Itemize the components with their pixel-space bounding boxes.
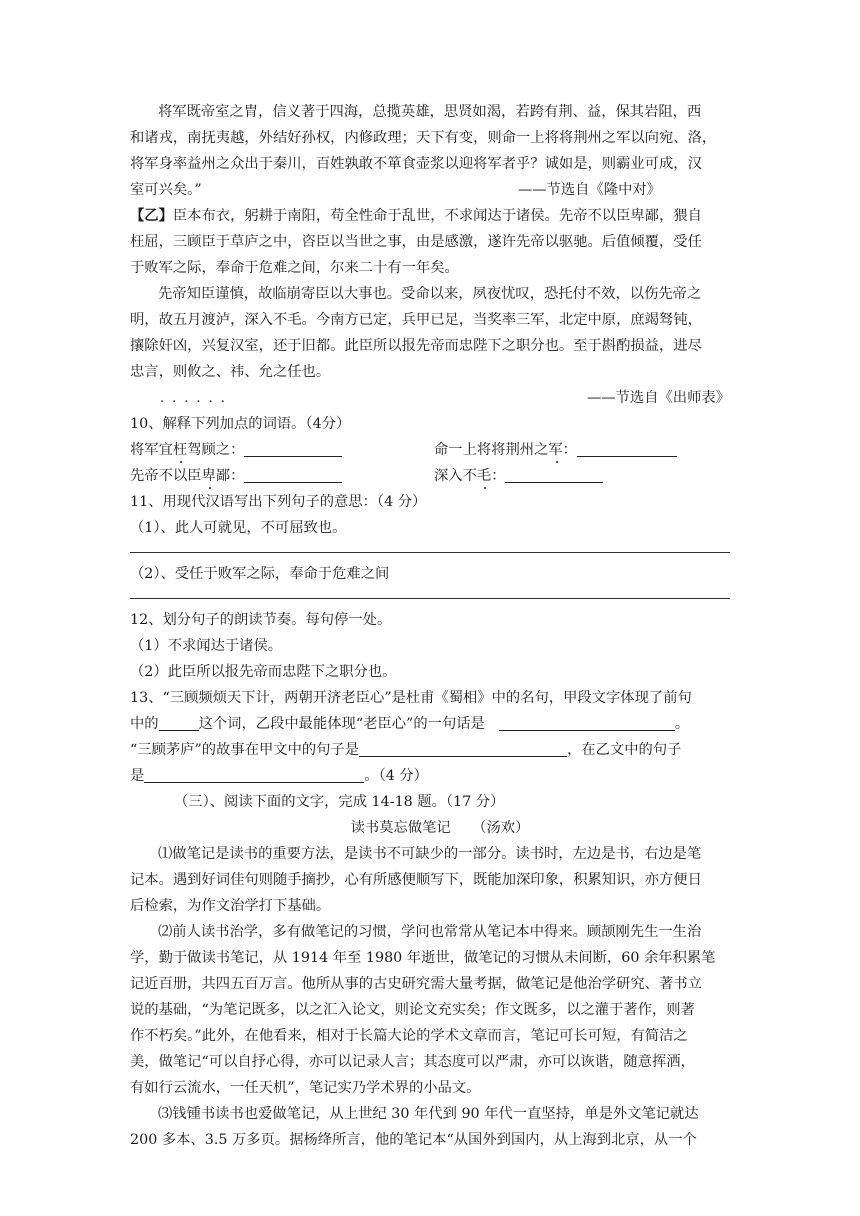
answer-blank[interactable] [577,439,677,457]
question-12-item-1: （1）不求闻达于诸侯。 [130,638,283,654]
answer-blank[interactable] [244,439,342,457]
answer-blank[interactable] [499,713,675,731]
question-10-row [130,437,730,463]
passage-b-line: 于败军之际，奉命于危难之间，尔来二十有一年矣。 [130,260,459,276]
article-line: 200 多本、3.5 万多页。据杨绛所言，他的笔记本“从国外到国内，从上海到北京，从一个 [130,1132,697,1148]
q10-c-text: 先帝不以臣卑鄙： [130,468,245,484]
passage-a-line: 室可兴矣。” [130,182,202,198]
article-line: 记本。遇到好词佳句则随手摘抄，心有所感便顺写下，既能加深印象，积累知识，亦方便日 [130,872,702,888]
article-line: ⑶钱锺书读书也爱做笔记，从上世纪 30 年代到 90 年代一直坚持，单是外文笔记就达 [158,1106,699,1122]
passage-b-line: 枉屈，三顾臣于草庐之中，咨臣以当世之事，由是感激，遂许先帝以驱驰。后值倾覆，受任 [130,234,702,250]
passage-b-source-line [130,385,730,411]
dotted-char: 枉 [172,442,188,458]
question-10-row [130,463,730,489]
passage-b-line: 攘除奸凶，兴复汉室，还于旧都。此臣所以报先帝而忠陛下之职分也。至于斟酌损益，进尽 [130,338,702,354]
article-line: 学，勤于做读书笔记，从 1914 年至 1980 年逝世，做笔记的习惯从未间断，60 余年积累笔 [130,950,716,966]
passage-b-text: 臣本布衣，躬耕于南阳，苟全性命于乱世，不求闻达于诸侯。先帝不以臣卑鄙，猥自 [172,208,702,224]
question-10-stem: 10、解释下列加点的词语。（4分） [130,416,351,432]
passage-b-line: 先帝知臣谨慎，故临崩寄臣以大事也。受命以来，夙夜忧叹，恐托付不效，以伤先帝之 [158,286,702,302]
answer-blank[interactable] [159,713,199,731]
answer-line[interactable] [130,598,730,599]
article-line: ⑴做笔记是读书的重要方法，是读书不可缺少的一部分。读书时，左边是书，右边是笔 [158,846,702,862]
question-13-line: 13、“三顾频烦天下计，两朝开济老臣心”是杜甫《蜀相》中的名句，甲段文字体现了前句 [130,690,692,706]
question-11-item-1: （1）、此人可就见，不可屈致也。 [130,520,347,536]
question-11-item-2: （2）、受任于败军之际，奉命于危难之间 [130,566,390,582]
question-13-line: 是 。（4 分） [130,763,730,789]
question-12-stem: 12、划分句子的朗读节奏。每句停一处。 [130,612,392,628]
article-line: 记近百册，共四五百万言。他所从事的古史研究需大量考据，做笔记是他治学研究、著书立 [130,976,702,992]
dotted-char: 卑 [201,468,216,484]
passage-b-source: ——节选自《出师表》 [587,390,730,406]
passage-a-line: 将军身率益州之众出于秦川，百姓孰敢不箪食壶浆以迎将军者乎？诚如是，则霸业可成，汉 [130,156,702,172]
question-12-item-2: （2）此臣所以报先帝而忠陛下之职分也。 [130,664,397,680]
article-line: 作不朽矣。”此外，在他看来，相对于长篇大论的学术文章而言，笔记可长可短，有简洁之 [130,1028,688,1044]
question-13-line: 中的 这个词，乙段中最能体现“老臣心”的一句话是 。 [130,711,730,737]
passage-a-last-line [130,177,730,203]
passage-b-label: 【乙】 [130,208,173,224]
article-line: 美，做笔记“可以自抒心得，亦可以记录人言；其态度可以严肃，亦可以诙谐，随意挥洒， [130,1054,695,1070]
dotted-char: 军 [548,442,563,458]
q10-a-text: 将军宜枉驾顾之： [130,442,245,458]
dotted-char: 毛 [476,468,492,484]
passage-a-line: 将军既帝室之胄，信义著于四海，总揽英雄，思贤如渴，若跨有荆、益，保其岩阻，西 [158,104,702,120]
document-page [130,99,730,1153]
question-13-line: “三顾茅庐”的故事在甲文中的句子是 ，在乙文中的句子 [130,737,730,763]
answer-blank[interactable] [144,765,364,783]
ellipsis-dots: ...... [160,391,233,406]
article-title: 读书莫忘做笔记 （汤欢） [350,820,530,836]
article-line: 说的基础，“为笔记既多，以之汇入论文，则论文充实矣；作文既多，以之灌于著作，则著 [130,1002,695,1018]
passage-b-line [130,203,730,229]
answer-blank[interactable] [244,465,342,483]
q10-b-text: 命一上将将荆州之军： [434,437,677,463]
passage-a-line: 和诸戎，南抚夷越，外结好孙权，内修政理；天下有变，则命一上将将荆州之军以向宛、洛， [130,130,717,146]
question-11-stem: 11、用现代汉语写出下列句子的意思：（4 分） [130,494,427,510]
passage-b-line: 明，故五月渡泸，深入不毛。今南方已定，兵甲已足，当奖率三军，北定中原，庶竭驽钝， [130,312,702,328]
answer-line[interactable] [130,552,730,553]
passage-b-line: 忠言，则攸之、祎、允之任也。 [130,364,331,380]
passage-a-source: ——节选自《隆中对》 [518,182,661,198]
answer-blank[interactable] [505,465,603,483]
article-line: 后检索，为作文治学打下基础。 [130,898,331,914]
section-3-heading: （三）、阅读下面的文字，完成 14-18 题。（17 分） [174,794,505,810]
article-line: ⑵前人读书治学，多有做笔记的习惯，学问也常常从笔记本中得来。顾颉刚先生一生治 [158,924,702,940]
q10-d-text: 深入不毛： [434,463,603,489]
answer-blank[interactable] [359,739,567,757]
article-line: 有如行云流水，一任天机”，笔记实乃学术界的小品文。 [130,1080,481,1096]
